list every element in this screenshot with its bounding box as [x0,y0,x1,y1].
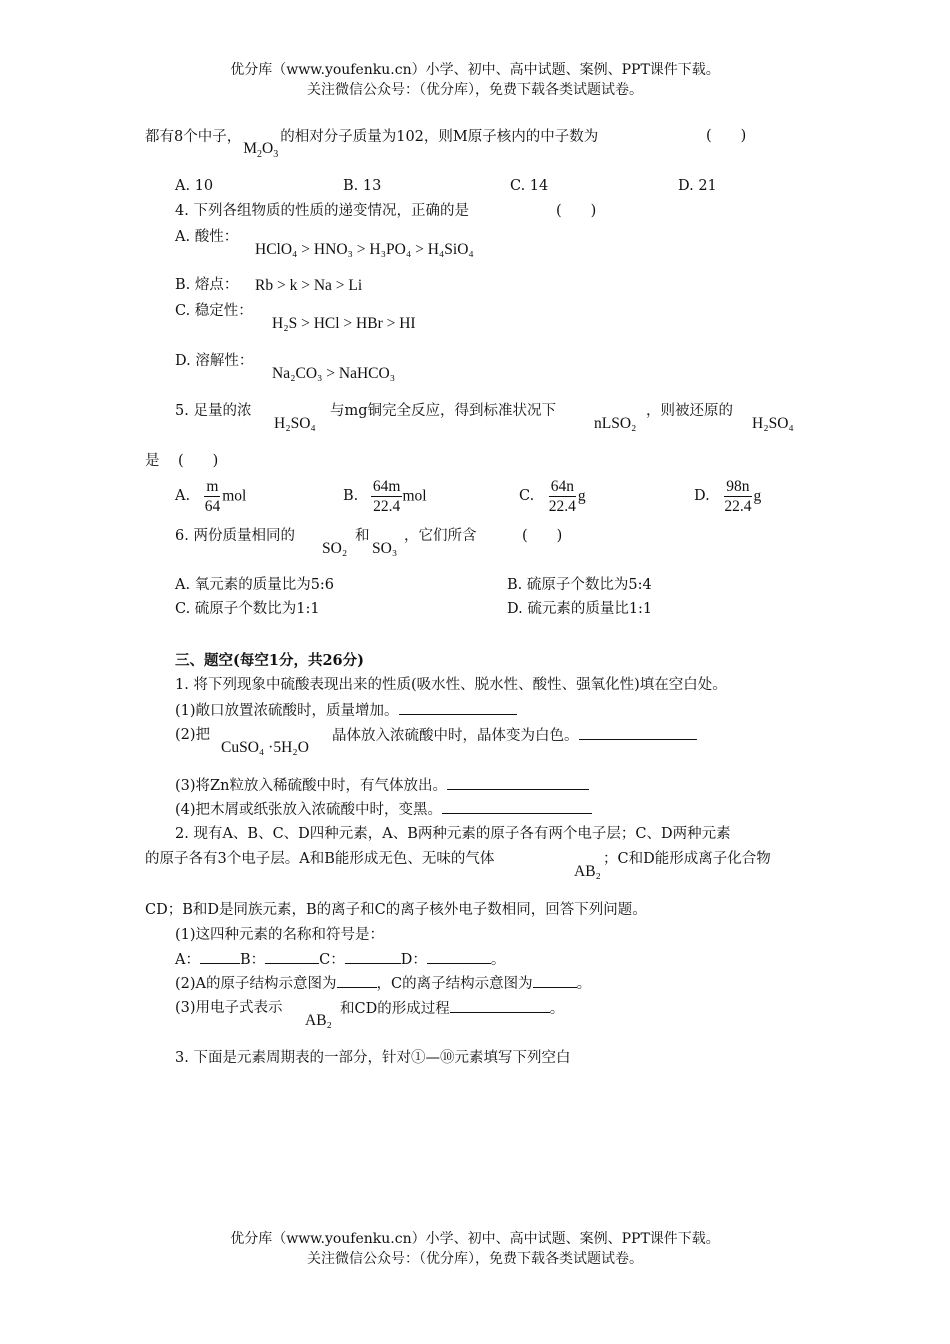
s3-p2-sub2: (2)A的原子结构示意图为 ，C的离子结构示意图为 。 [175,976,592,992]
q5-formula-nlso2: nLSO₂ [594,415,637,432]
s3-p1-item4: (4)把木屑或纸张放入浓硫酸中时，变黑。 [175,801,592,819]
q4-option-b-formula: Rb > k > Na > Li [255,277,363,294]
answer-blank[interactable] [345,951,401,964]
section3-title: 三、题空(每空1分，共26分) [175,652,364,669]
s3-p2-sub1: (1)这四种元素的名称和符号是： [175,927,385,943]
q4-option-a-formula: HClO₄ > HNO₃ > H₃PO₄ > H₄SiO₄ [255,241,474,258]
answer-blank[interactable] [533,975,577,988]
q3-option-c: C. 14 [510,178,549,194]
q6-stem-part2: 和 [355,528,370,544]
q4-option-c-label: C. 稳定性： [175,303,253,319]
q4-stem: 4. 下列各组物质的性质的递变情况，正确的是 [175,203,469,219]
s3-p1-item2-part1: (2)把 [175,727,211,743]
q5-stem-part2: 与mg铜完全反应，得到标准状况下 [330,403,557,419]
answer-blank[interactable] [399,702,517,715]
q6-stem-part1: 6. 两份质量相同的 [175,528,295,544]
answer-blank[interactable] [200,951,240,964]
q6-option-c: C. 硫原子个数比为1:1 [175,601,320,617]
q4-answer-paren: ( ) [556,203,597,219]
page-footer-line2: 关注微信公众号：（优分库），免费下载各类试题试卷。 [307,1251,643,1267]
s3-p2-line2-part2: ；C和D能形成离子化合物 [603,851,771,867]
q4-option-a-label: A. 酸性： [175,229,239,245]
page-header-line1: 优分库（www.youfenku.cn）小学、初中、高中试题、案例、PPT课件下载。 [230,62,720,78]
q4-option-c-formula: H₂S > HCl > HBr > HI [272,315,416,332]
q3-option-a: A. 10 [175,178,214,194]
answer-blank[interactable] [337,975,377,988]
s3-p2-formula-ab2: AB₂ [574,863,601,880]
q6-option-b: B. 硫原子个数比为5:4 [507,577,652,593]
s3-p2-sub3-part1: (3)用电子式表示 [175,1000,283,1016]
s3-p2-line1: 2. 现有A、B、C、D四种元素，A、B两种元素的原子各有两个电子层；C、D两种元素 [175,826,731,842]
q6-option-a: A. 氧元素的质量比为5:6 [175,577,335,593]
s3-p1-formula-cuso4: CuSO₄ ·5H₂O [221,739,309,756]
q3-formula-m2o3: $M_2O_3$ [243,140,279,160]
page-header-line2: 关注微信公众号：（优分库），免费下载各类试题试卷。 [307,82,643,98]
q5-answer-paren: ( ) [178,453,219,469]
s3-p1-item2-part2: 晶体放入浓硫酸中时，晶体变为白色。 [332,727,697,745]
q3-option-d: D. 21 [678,178,717,194]
q6-option-d: D. 硫元素的质量比1:1 [507,601,653,617]
q4-option-b-label: B. 熔点： [175,277,239,293]
q3-answer-paren: ( ) [706,128,747,144]
s3-p2-sub3-part2: 和CD的形成过程 。 [340,1001,565,1017]
s3-p3-stem: 3. 下面是元素周期表的一部分，针对①—⑩元素填写下列空白 [175,1050,571,1066]
q5-stem-part4: 是 [145,453,160,469]
s3-p2-sub3-formula-ab2: AB₂ [305,1012,332,1029]
q5-stem-part3: ，则被还原的 [646,403,733,419]
answer-blank[interactable] [579,727,697,740]
q6-formula-so2: SO₂ [322,540,348,557]
q5-formula-h2so4-b: H₂SO₄ [752,415,794,432]
q5-formula-h2so4-a: H₂SO₄ [274,415,316,432]
answer-blank[interactable] [450,1000,550,1013]
answer-blank[interactable] [265,951,319,964]
q3-option-b: B. 13 [343,178,382,194]
q5-option-d: D. $\frac{98n}{22.4}$ g [694,478,762,516]
q5-stem-part1: 5. 足量的浓 [175,403,252,419]
q4-option-d-formula: Na₂CO₃ > NaHCO₃ [272,365,396,382]
q5-option-a: A. $\frac{m}{64}$ mol [175,478,247,516]
page-footer-line1: 优分库（www.youfenku.cn）小学、初中、高中试题、案例、PPT课件下载。 [230,1231,720,1247]
answer-blank[interactable] [442,801,592,814]
q5-option-c: C. $\frac{64n}{22.4}$ g [519,478,586,516]
s3-p1-item3: (3)将Zn粒放入稀硫酸中时，有气体放出。 [175,777,589,795]
q3-line: 都有8个中子，$M_2O_3$的相对分子质量为102，则M原子核内的中子数为 [145,129,599,160]
s3-p2-line2-part1: 的原子各有3个电子层。A和B能形成无色、无味的气体 [145,851,495,867]
q4-option-d-label: D. 溶解性： [175,353,254,369]
q6-stem-part3: ，它们所含 [404,528,477,544]
s3-p2-element-blanks: A： B： C： D： 。 [175,952,506,968]
answer-blank[interactable] [447,777,589,790]
q6-formula-so3: SO₃ [372,540,398,557]
s3-p1-stem: 1. 将下列现象中硫酸表现出来的性质(吸水性、脱水性、酸性、强氧化性)填在空白处。 [175,677,727,693]
s3-p2-line3: CD；B和D是同族元素，B的离子和C的离子核外电子数相同，回答下列问题。 [145,902,647,918]
q5-option-b: B. $\frac{64m}{22.4}$ mol [343,478,427,516]
q6-answer-paren: ( ) [522,528,563,544]
s3-p1-item1: (1)敞口放置浓硫酸时，质量增加。 [175,702,517,720]
answer-blank[interactable] [427,951,491,964]
